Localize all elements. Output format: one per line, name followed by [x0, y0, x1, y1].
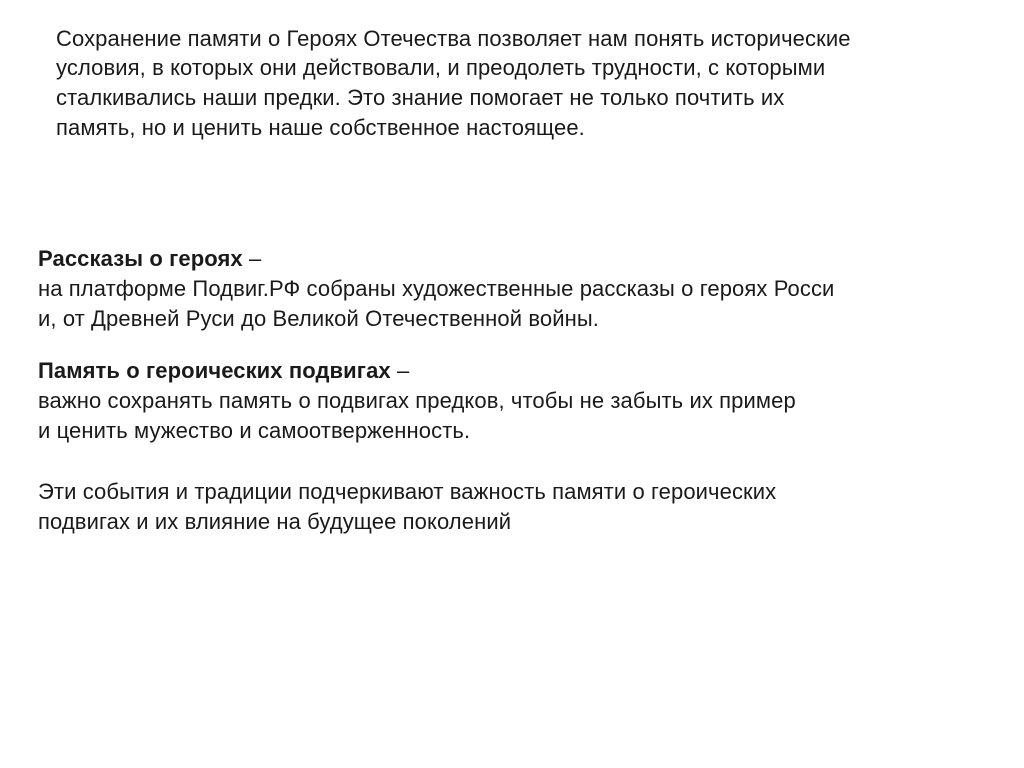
section-memory-dash: – [390, 358, 410, 383]
section-memory-heading: Память о героических подвигах [38, 358, 391, 383]
section-memory-line-2: и ценить мужество и самоотверженность. [38, 418, 471, 443]
intro-line-2: условия, в которых они действовали, и преодолеть трудности, с которыми [56, 55, 826, 80]
section-memory-line-1: важно сохранять память о подвигах предков, чтобы не забыть их пример [38, 388, 796, 413]
intro-line-1: Сохранение памяти о Героях Отечества позволяет нам понять исторические [56, 26, 851, 51]
intro-line-4: память, но и ценить наше собственное настоящее. [56, 115, 585, 140]
section-stories-line-1: на платформе Подвиг.РФ собраны художественные рассказы о героях Росси [38, 276, 835, 301]
section-stories-heading: Рассказы о героях [38, 246, 243, 271]
conclusion-line-2: подвигах и их влияние на будущее поколений [38, 509, 512, 534]
conclusion-line-1: Эти события и традиции подчеркивают важность памяти о героических [38, 479, 777, 504]
section-stories-line-2: и, от Древней Руси до Великой Отечественной войны. [38, 306, 599, 331]
intro-line-3: сталкивались наши предки. Это знание помогает не только почтить их [56, 85, 785, 110]
section-memory-heading-row [38, 356, 409, 385]
section-stories-heading-row [38, 244, 261, 273]
section-stories-dash: – [242, 246, 262, 271]
